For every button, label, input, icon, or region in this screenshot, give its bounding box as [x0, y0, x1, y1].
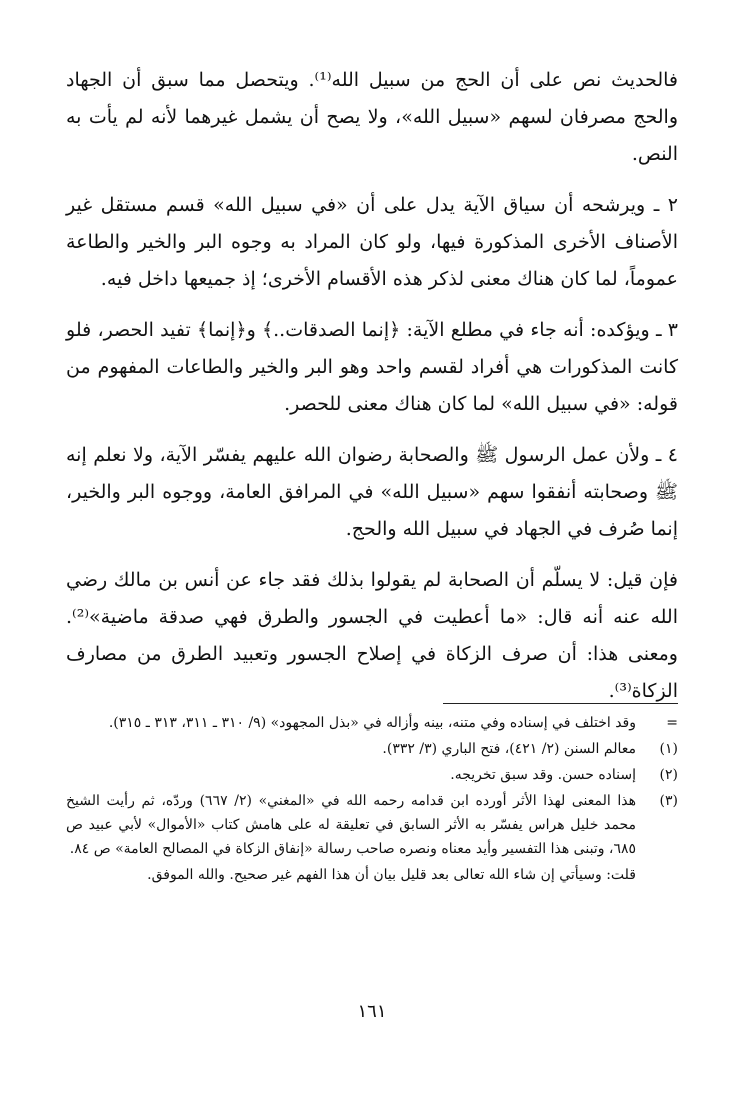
footnote-mark: (١) — [659, 741, 678, 757]
footnote-3 — [66, 789, 678, 861]
footnote-separator — [443, 703, 678, 704]
footnote-text: هذا المعنى لهذا الأثر أورده ابن قدامه رحمه الله في «المغني» (٢/ ٦٦٧) وردّه، ثم رأيت الشيخ محمد خليل هراس يفسّر به الأثر السابق في تعليقة له على هامش كتاب «الأموال» لأبي عبيد ص ٦٨٥، وتبنى هذا التفسير وأيد معناه ونصره صاحب رسالة «إنفاق الزكاة في المصالح العامة» ص ٨٤. — [66, 793, 636, 857]
footnote-continuation: قلت: وسيأتي إن شاء الله تعالى بعد قليل بيان أن هذا الفهم غير صحيح. والله الموفق. — [147, 867, 636, 883]
footnote-text: إسناده حسن. وقد سبق تخريجه. — [450, 767, 636, 783]
page-number: ١٦١ — [357, 1001, 387, 1022]
paragraph-2: ٢ ـ ويرشحه أن سياق الآية يدل على أن «في سبيل الله» قسم مستقل غير الأصناف الأخرى المذكورة فيها، ولو كان المراد به وجوه البر والخير والطاعة عموماً، لما كان هناك معنى لذكر هذه الأقسام الأخرى؛ إذ جميعها داخل فيه. — [66, 194, 678, 290]
paragraph-3: ٣ ـ ويؤكده: أنه جاء في مطلع الآية: ﴿إنما الصدقات..﴾ و﴿إنما﴾ تفيد الحصر، فلو كانت المذكورات هي أفراد لقسم واحد وهو البر والخير والطاعات المفهوم من قوله: «في سبيل الله» لما كان هناك معنى للحصر. — [66, 319, 678, 415]
footnote-2 — [66, 763, 678, 787]
main-text — [66, 62, 678, 724]
footnote-text: معالم السنن (٢/ ٤٢١)، فتح الباري (٣/ ٣٣٢). — [382, 741, 636, 757]
paragraph-1: فالحديث نص على أن الحج من سبيل الله⁽¹⁾. ويتحصل مما سبق أن الجهاد والحج مصرفان لسهم «سبيل الله»، ولا يصح أن يشمل غيرهما لأنه لم يأت به النص. — [66, 69, 678, 165]
paragraph-5: فإن قيل: لا يسلّم أن الصحابة لم يقولوا بذلك فقد جاء عن أنس بن مالك رضي الله عنه أنه قال: «ما أعطيت في الجسور والطرق فهي صدقة ماضية»⁽²⁾. ومعنى هذا: أن صرف الزكاة في إصلاح الجسور وتعبيد الطرق من مصارف الزكاة⁽³⁾. — [66, 569, 678, 702]
footnote-carryover — [66, 711, 678, 735]
footnotes — [66, 711, 678, 887]
paragraph-4: ٤ ـ ولأن عمل الرسول ﷺ والصحابة رضوان الله عليهم يفسّر الآية، ولا نعلم إنه ﷺ وصحابته أنفقوا سهم «سبيل الله» في المرافق العامة، ووجوه البر والخير، إنما صُرف في الجهاد في سبيل الله والحج. — [66, 444, 678, 540]
footnote-mark: (٣) — [659, 793, 678, 809]
footnote-text: وقد اختلف في إسناده وفي متنه، بينه وأزاله في «بذل المجهود» (٩/ ٣١٠ ـ ٣١١، ٣١٣ ـ ٣١٥). — [108, 715, 636, 731]
footnote-1 — [66, 737, 678, 761]
footnote-mark: (٢) — [659, 767, 678, 783]
footnote-mark: = — [666, 715, 678, 731]
